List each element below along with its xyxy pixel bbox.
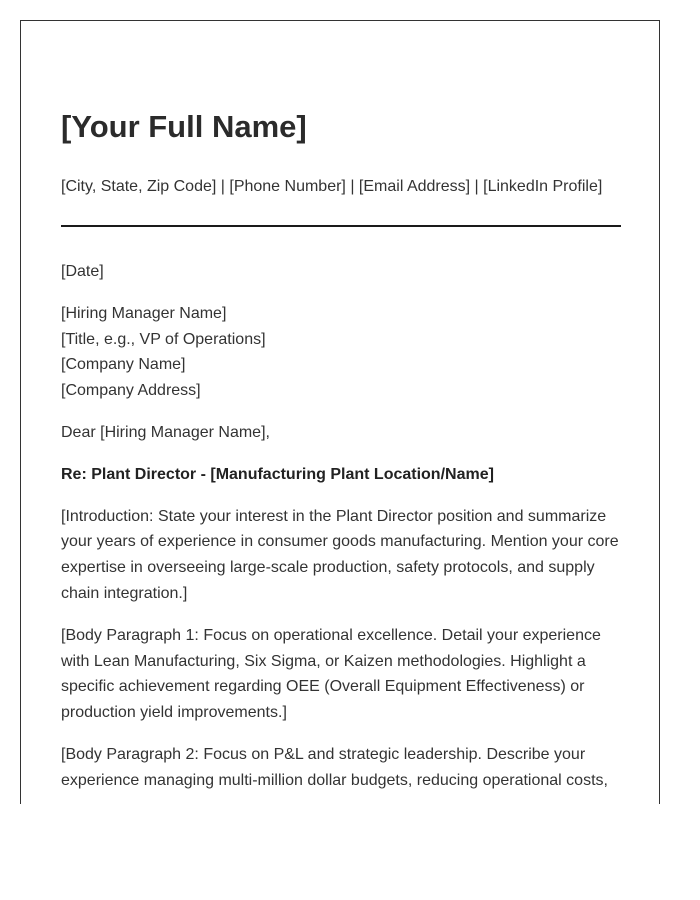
letter-content: [61, 105, 621, 789]
letter-page: [20, 20, 660, 804]
applicant-name-heading: [Your Full Name]: [61, 109, 307, 144]
body-paragraph-1: [Body Paragraph 1: Focus on operational excellence. Detail your experience with Lean Manufacturing, Six Sigma, or Kaizen methodologies. Highlight a specific achievement regarding OEE (Overall Equipment Effectiveness) or production yield improvements.]: [61, 626, 601, 722]
recipient-company-address: [Company Address]: [61, 382, 201, 400]
subject-line: Re: Plant Director - [Manufacturing Plant Location/Name]: [61, 465, 494, 483]
introduction-paragraph: [Introduction: State your interest in the Plant Director position and summarize your years of experience in consumer goods manufacturing. Mention your core expertise in overseeing large-scale production, safety protocols, and supply chain integration.]: [61, 507, 619, 602]
letter-body: [61, 259, 623, 804]
recipient-manager-name: [Hiring Manager Name]: [61, 304, 227, 322]
contact-info-line: [City, State, Zip Code] | [Phone Number] | [Email Address] | [LinkedIn Profile]: [61, 178, 603, 195]
salutation: Dear [Hiring Manager Name],: [61, 423, 270, 441]
header-divider: [61, 225, 621, 227]
body-paragraph-2: [Body Paragraph 2: Focus on P&L and strategic leadership. Describe your experience managing multi-million dollar budgets, reducing operational costs,: [61, 745, 608, 789]
recipient-address-block: [61, 301, 623, 404]
recipient-company-name: [Company Name]: [61, 356, 186, 374]
recipient-title: [Title, e.g., VP of Operations]: [61, 330, 266, 348]
date-line: [Date]: [61, 263, 104, 280]
